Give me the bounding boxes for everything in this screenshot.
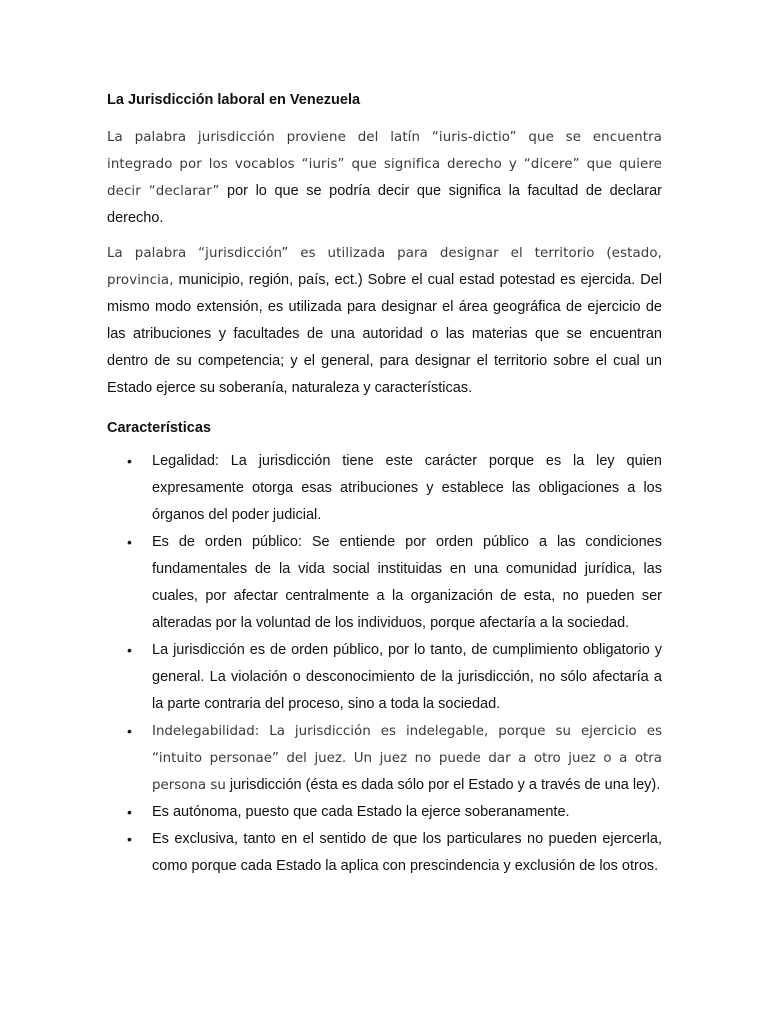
list-item-light-text: Indelegabilidad: La jurisdicción es indelegable, porque su ejercicio es “intuito personae” del juez. Un juez no puede dar a otro juez o a otra persona su <box>152 724 662 793</box>
list-item <box>107 826 662 880</box>
document-title: La Jurisdicción laboral en Venezuela <box>107 92 361 108</box>
bullet-icon: • <box>127 723 132 739</box>
section-title-caracteristicas: Características <box>107 420 211 436</box>
paragraph-origin-text: por lo que se podría decir que significa la facultad de declarar derecho. <box>107 183 662 226</box>
bullet-icon: • <box>127 453 132 469</box>
paragraph-origin-light-text: La palabra jurisdicción proviene del latín “iuris-dictio” que se encuentra integrado por los vocablos “iuris” que significa derecho y “dicere” que quiere decir “declarar” <box>107 130 662 199</box>
list-item-text: Es exclusiva, tanto en el sentido de que los particulares no pueden ejercerla, como porque cada Estado la aplica con prescindencia y exclusión de los otros. <box>152 831 662 874</box>
list-item-text: La jurisdicción es de orden público, por lo tanto, de cumplimiento obligatorio y general. La violación o desconocimiento de la jurisdicción, no sólo afectaría a la parte contraria del proceso, sino a toda la sociedad. <box>152 642 662 712</box>
paragraph-origin <box>107 124 662 232</box>
list-item-text: Es de orden público: Se entiende por orden público a las condiciones fundamentales de la vida social instituidas en una comunidad jurídica, las cuales, por afectar centralmente a la organización de esta, no pueden ser alteradas por la voluntad de los individuos, porque afectaría a la sociedad. <box>152 534 662 631</box>
list-item <box>107 637 662 718</box>
list-item-text: jurisdicción (ésta es dada sólo por el Estado y a través de una ley). <box>225 777 661 793</box>
paragraph-definition <box>107 240 662 402</box>
list-item-text: Es autónoma, puesto que cada Estado la ejerce soberanamente. <box>152 804 570 820</box>
document-content <box>107 88 662 880</box>
bullet-icon: • <box>127 804 132 820</box>
paragraph-definition-light-text: La palabra “jurisdicción” es utilizada para designar el territorio (estado, provincia, <box>107 246 662 288</box>
bullet-icon: • <box>127 534 132 550</box>
list-item <box>107 718 662 799</box>
characteristics-list <box>107 448 662 880</box>
list-item <box>107 529 662 637</box>
bullet-icon: • <box>127 831 132 847</box>
list-item-text: Legalidad: La jurisdicción tiene este carácter porque es la ley quien expresamente otorga esas atribuciones y establece las obligaciones a los órganos del poder judicial. <box>152 453 662 523</box>
list-item <box>107 448 662 529</box>
list-item <box>107 799 662 826</box>
bullet-icon: • <box>127 642 132 658</box>
paragraph-definition-text: municipio, región, país, ect.) Sobre el cual estad potestad es ejercida. Del mismo modo extensión, es utilizada para designar el área geográfica de ejercicio de las atribuciones y facultades de una autoridad o las materias que se encuentran dentro de su competencia; y el general, para designar el territorio sobre el cual un Estado ejerce su soberanía, naturaleza y características. <box>107 272 662 396</box>
